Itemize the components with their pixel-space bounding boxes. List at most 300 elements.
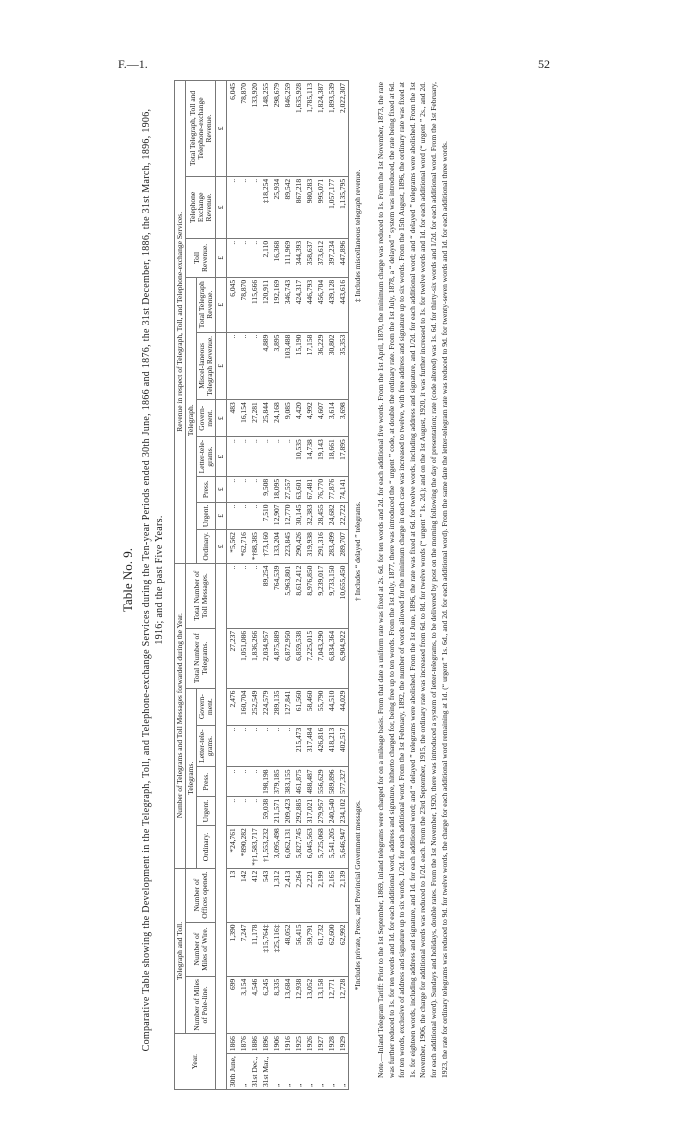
data-cell: 3,095,498 <box>271 826 282 869</box>
data-cell: ‡18,254 <box>260 176 271 238</box>
table-row <box>293 81 304 1090</box>
header-rev-ordinary: Ordinary. <box>197 530 216 563</box>
data-cell: 424,317 <box>293 277 304 332</box>
data-cell: .. <box>238 796 249 825</box>
data-cell: 15,190 <box>293 332 304 400</box>
year-cell: 1896 <box>260 1034 271 1054</box>
data-cell: 346,743 <box>282 277 293 332</box>
data-cell: 7,225,015 <box>304 628 315 688</box>
data-cell: .. <box>238 725 249 767</box>
year-cell: 1929 <box>337 1034 349 1054</box>
data-cell: 44,029 <box>337 688 349 725</box>
data-cell: 7,247 <box>238 922 249 976</box>
data-cell: 127,841 <box>282 688 293 725</box>
data-cell: 1,824,387 <box>315 81 326 177</box>
header-messages: Number of Telegrams and Toll Messages forwarded during the Year. <box>175 563 186 868</box>
data-cell: 3,895 <box>271 332 282 400</box>
header-offices: Number of Offices opened. <box>186 868 216 922</box>
data-cell: *5,562 <box>227 530 239 563</box>
data-cell: 111,969 <box>282 238 293 277</box>
data-cell: 1,312 <box>271 868 282 922</box>
data-cell: 13,052 <box>304 976 315 1033</box>
data-cell: .. <box>238 502 249 530</box>
data-cell: .. <box>249 725 260 767</box>
data-cell: 77,876 <box>326 476 337 502</box>
data-cell: *†88,385 <box>249 530 260 563</box>
data-cell: 8,335 <box>271 976 282 1033</box>
header-rev-government: Govern-ment. <box>197 400 216 437</box>
data-cell: 25,934 <box>271 176 282 238</box>
data-cell: .. <box>227 238 239 277</box>
data-cell: 30,145 <box>293 502 304 530</box>
data-cell: 133,204 <box>271 530 282 563</box>
data-cell: 3,614 <box>326 400 337 437</box>
data-cell: 76,770 <box>315 476 326 502</box>
data-cell: 4,875,889 <box>271 628 282 688</box>
table-number: Table No. 9. <box>120 547 135 613</box>
data-cell: 27,557 <box>282 476 293 502</box>
data-cell: 198,198 <box>260 767 271 796</box>
data-cell: 995,071 <box>315 176 326 238</box>
data-cell: 133,920 <box>249 81 260 177</box>
data-cell: 292,885 <box>293 796 304 825</box>
data-cell: 4,420 <box>293 400 304 437</box>
data-cell: 12,770 <box>282 502 293 530</box>
table-row <box>227 81 239 1090</box>
data-cell: .. <box>238 437 249 477</box>
data-cell: 120,911 <box>260 277 271 332</box>
data-cell: 10,535 <box>293 437 304 477</box>
header-pole-line: Number of Miles of Pole-line. <box>186 976 216 1033</box>
data-cell: .. <box>227 176 239 238</box>
data-cell: .. <box>227 437 239 477</box>
data-cell: 6,045 <box>227 277 239 332</box>
data-cell: 5,541,205 <box>326 826 337 869</box>
data-cell: .. <box>249 437 260 477</box>
pound-sign: £ <box>216 332 227 400</box>
data-cell: 74,141 <box>337 476 349 502</box>
data-cell: 4,607 <box>315 400 326 437</box>
header-exchange-revenue: Telephone Exchange Revenue. <box>186 176 216 238</box>
data-cell: 8,612,412 <box>293 563 304 628</box>
table-row <box>238 81 249 1090</box>
data-cell: 6,904,922 <box>337 628 349 688</box>
data-cell: 1,051,086 <box>238 628 249 688</box>
page-number: 52 <box>538 57 550 71</box>
data-cell: .. <box>238 238 249 277</box>
data-cell: 13 <box>227 868 239 922</box>
data-cell: 48,052 <box>282 922 293 976</box>
data-cell: 2,199 <box>315 868 326 922</box>
header-rev-total-telegraph: Total Telegraph Revenue. <box>197 277 216 332</box>
data-cell: .. <box>238 332 249 400</box>
table-row <box>315 81 326 1090</box>
data-cell: *†1,583,717 <box>249 826 260 869</box>
data-cell: 289,707 <box>337 530 349 563</box>
data-cell: .. <box>238 767 249 796</box>
data-cell: 867,218 <box>293 176 304 238</box>
data-cell: .. <box>238 176 249 238</box>
data-cell: 1,836,266 <box>249 628 260 688</box>
table-row <box>337 81 349 1090</box>
data-cell: 89,542 <box>282 176 293 238</box>
header-ordinary: Ordinary. <box>197 826 216 869</box>
header-revenue: Revenue in respect of Telegraph, Toll, and Telephone-exchange Services. <box>175 81 186 564</box>
year-cell: 1916 <box>282 1034 293 1054</box>
data-cell: *62,716 <box>238 530 249 563</box>
data-cell: 192,169 <box>271 277 282 332</box>
data-cell: 2,022,307 <box>337 81 349 177</box>
data-cell: 488,487 <box>304 767 315 796</box>
table-row <box>304 81 315 1090</box>
data-cell: ‡15,764‡ <box>260 922 271 976</box>
data-cell: 13,684 <box>282 976 293 1033</box>
year-cell: 1925 <box>293 1034 304 1054</box>
data-cell: 19,143 <box>315 437 326 477</box>
header-rev-press: Press. <box>197 476 216 502</box>
data-cell: 252,549 <box>249 688 260 725</box>
data-cell: 2,165 <box>326 868 337 922</box>
table-body <box>227 81 349 1090</box>
year-cell: 1928 <box>326 1034 337 1054</box>
header-government: Govern-ment. <box>197 688 216 725</box>
data-cell: 279,957 <box>315 796 326 825</box>
data-cell: 5,725,068 <box>315 826 326 869</box>
data-cell: 6,245 <box>260 976 271 1033</box>
year-cell: „ <box>315 1054 326 1090</box>
data-cell: 12,728 <box>337 976 349 1033</box>
data-cell: 589,896 <box>326 767 337 796</box>
data-cell: 439,128 <box>326 277 337 332</box>
data-cell: 22,722 <box>337 502 349 530</box>
data-cell: 291,316 <box>315 530 326 563</box>
pound-sign: £ <box>216 437 227 477</box>
data-cell: 12,771 <box>326 976 337 1033</box>
table-row <box>271 81 282 1090</box>
year-cell: 1926 <box>304 1034 315 1054</box>
header-rev-miscellaneous: Miscel-laneous Telegraph Revenue. <box>197 332 216 400</box>
data-cell: 58,460 <box>304 688 315 725</box>
tariff-note: Note.—Inland Telegram Tariff: Prior to the 1st September, 1869, inland telegrams were charged for on a mileage basis. From that date a uniform rate was fixed at 2s. 6d. for ten words and 2d. for each additional five words. From the 1st April, 1870, the minimum charge was reduced to 1s. From the 1st November, 1873, the rate was further reduced to 1s. for ten words and 1d. for each additional word, address and signature, hitherto charged for, being free up to ten words. From the 1st July, 1877, there was introduced the “ urgent ” code, at double the ordinary rate. From the 1st July, 1878, a “ delayed ” system was introduced, the rate being fixed at 6d. for ten words, exclusive of address and signature up to six words, 1/2d. for each additional word. From the 1st February, 1892, the number of words allowed for the minimum charge in each case was increased to twelve, with free address and signature up to six words. From the 15th August, 1896, the ordinary rate was fixed at 1s. for eighteen words, including address and signature, and 1d. for each additional word; and “ delayed ” telegrams were abolished. From the 1st June, 1896, the rate was fixed at 6d. for twelve words, including address and signature, and 1/2d. for each additional word; and “ delayed ” telegrams were abolished. From the 1st November, 1906, the charge for additional words was reduced to 1/2d. each. From the 23rd September, 1915, the ordinary rate was increased from 6d. to 8d. for twelve words (“ urgent ” 1s. 2d.); and on the 1st August, 1920, it was further increased to 1s. for twelve words and 1d. for each additional word (“ urgent ” 2s., and 2d. for each additional word). Sundays and holidays, double rates. From the 1st November, 1920, there was introduced a system of letter-telegrams, to be delivered by post on the morning following the day of presentation; rate (code altered) was 1s. 6d. for thirty-six words and 1/2d. for each additional word. From the 1st February, 1923, the rate for ordinary telegrams was reduced to 9d. for twelve words, the charge for each additional word remaining at 1d. (“ urgent ” 1s. 6d., and 2d. for each additional word). From the same date the letter-telegram rate was reduced to 9d. for twenty-seven words and 1d. for each additional three words. <box>376 82 449 1078</box>
data-cell: 223,845 <box>282 530 293 563</box>
year-cell: 1876 <box>238 1034 249 1054</box>
year-cell: „ <box>293 1054 304 1090</box>
table-row <box>326 81 337 1090</box>
data-cell: .. <box>271 437 282 477</box>
data-cell: 290,426 <box>293 530 304 563</box>
data-cell: 699 <box>227 976 239 1033</box>
data-cell: 3,154 <box>238 976 249 1033</box>
data-cell: 1,893,539 <box>326 81 337 177</box>
header-telegrams: Telegrams. <box>186 688 197 868</box>
header-toll-revenue: Toll Revenue. <box>186 238 216 277</box>
data-cell: 283,499 <box>326 530 337 563</box>
data-cell: 32,383 <box>304 502 315 530</box>
pound-sign: £ <box>216 502 227 530</box>
data-cell: 17,158 <box>304 332 315 400</box>
data-cell: 402,517 <box>337 725 349 767</box>
data-cell: 543 <box>260 868 271 922</box>
data-cell: 211,571 <box>271 796 282 825</box>
header-total-revenue: Total Telegraph, Toll and Telephone-exchange Revenue. <box>186 81 216 177</box>
header-year: Year. <box>175 1034 216 1090</box>
comparative-table <box>174 80 349 1090</box>
data-cell: 14,738 <box>304 437 315 477</box>
pound-sign: £ <box>216 238 227 277</box>
data-cell: 215,473 <box>293 725 304 767</box>
data-cell: 7,510 <box>260 502 271 530</box>
data-cell: .. <box>260 437 271 477</box>
data-cell: .. <box>271 725 282 767</box>
data-cell: 209,423 <box>282 796 293 825</box>
data-cell: .. <box>227 796 239 825</box>
data-cell: 9,733,150 <box>326 563 337 628</box>
pound-sign: £ <box>216 277 227 332</box>
data-cell: 6,872,950 <box>282 628 293 688</box>
header-total-toll: Total Number of Toll Messages. <box>186 563 216 628</box>
footnote: † Includes “ delayed ” telegrams. <box>353 501 362 602</box>
data-cell: 62,992 <box>337 922 349 976</box>
table-row <box>282 81 293 1090</box>
data-cell: 443,616 <box>337 277 349 332</box>
data-cell: 4,546 <box>249 976 260 1033</box>
data-cell: .. <box>249 176 260 238</box>
data-cell: 2,413 <box>282 868 293 922</box>
data-cell: 55,790 <box>315 688 326 725</box>
pound-sign: £ <box>216 476 227 502</box>
data-cell: 6,045 <box>227 81 239 177</box>
data-cell: 9,239,017 <box>315 563 326 628</box>
data-cell: 1,057,177 <box>326 176 337 238</box>
data-cell: 12,907 <box>271 502 282 530</box>
year-cell: 1866 <box>227 1034 239 1054</box>
data-cell: .. <box>249 563 260 628</box>
header-letter-telegrams: Letter-tele-grams. <box>197 725 216 767</box>
data-cell: 4,889 <box>260 332 271 400</box>
data-cell: .. <box>249 476 260 502</box>
data-cell: .. <box>227 767 239 796</box>
data-cell: .. <box>227 476 239 502</box>
data-cell: 556,629 <box>315 767 326 796</box>
year-cell: 1927 <box>315 1034 326 1054</box>
data-cell: 483 <box>227 400 239 437</box>
data-cell: 67,481 <box>304 476 315 502</box>
data-cell: 13,158 <box>315 976 326 1033</box>
rotated-table-panel <box>120 70 580 1090</box>
data-cell: 148,255 <box>260 81 271 177</box>
data-cell: 344,393 <box>293 238 304 277</box>
data-cell: 17,895 <box>337 437 349 477</box>
data-cell: 16,368 <box>271 238 282 277</box>
data-cell: 447,896 <box>337 238 349 277</box>
data-cell: 24,682 <box>326 502 337 530</box>
data-cell: 62,600 <box>326 922 337 976</box>
data-cell: 8,976,850 <box>304 563 315 628</box>
data-cell: 27,237 <box>227 628 239 688</box>
data-cell: 379,185 <box>271 767 282 796</box>
data-cell: 25,844 <box>260 400 271 437</box>
year-cell: „ <box>337 1054 349 1090</box>
data-cell: 89,254 <box>260 563 271 628</box>
data-cell: 234,102 <box>337 796 349 825</box>
data-cell: 10,655,450 <box>337 563 349 628</box>
header-rev-letter-telegrams: Letter-tele-grams. <box>197 437 216 477</box>
data-cell: 61,560 <box>293 688 304 725</box>
data-cell: 289,135 <box>271 688 282 725</box>
year-cell: 1906 <box>271 1034 282 1054</box>
data-cell: 418,213 <box>326 725 337 767</box>
data-cell: 461,875 <box>293 767 304 796</box>
data-cell: 1,785,113 <box>304 81 315 177</box>
data-cell: 317,484 <box>304 725 315 767</box>
data-cell: 846,259 <box>282 81 293 177</box>
data-cell: .. <box>227 332 239 400</box>
header-rev-urgent: Urgent. <box>197 502 216 530</box>
data-cell: 240,540 <box>326 796 337 825</box>
data-cell: 373,612 <box>315 238 326 277</box>
data-cell: 1,135,795 <box>337 176 349 238</box>
data-cell: .. <box>238 476 249 502</box>
data-cell: †1,553,232 <box>260 826 271 869</box>
data-cell: 5,827,745 <box>293 826 304 869</box>
data-cell: 6,834,364 <box>326 628 337 688</box>
data-cell: 4,992 <box>304 400 315 437</box>
data-cell: 2,110 <box>260 238 271 277</box>
data-cell: 103,488 <box>282 332 293 400</box>
year-cell: 31st Mar., <box>260 1054 271 1090</box>
year-cell: „ <box>304 1054 315 1090</box>
data-cell: 59,038 <box>260 796 271 825</box>
footnote: ‡ Includes miscellaneous telegraph revenue. <box>353 169 362 303</box>
table-row <box>260 81 271 1090</box>
data-cell: 3,698 <box>337 400 349 437</box>
pound-sign: £ <box>216 400 227 437</box>
data-cell: 2,264 <box>293 868 304 922</box>
header-telegraph-revenue: Telegraph. <box>186 277 197 563</box>
data-cell: .. <box>260 725 271 767</box>
data-cell: 426,816 <box>315 725 326 767</box>
data-cell: 11,178 <box>249 922 260 976</box>
data-cell: 1,390 <box>227 922 239 976</box>
data-cell: 456,704 <box>315 277 326 332</box>
data-cell: .. <box>227 502 239 530</box>
data-cell: 28,455 <box>315 502 326 530</box>
year-cell: 31st Dec., <box>249 1054 260 1090</box>
data-cell: 61,732 <box>315 922 326 976</box>
data-cell: 2,034,957 <box>260 628 271 688</box>
data-cell: 5,646,947 <box>337 826 349 869</box>
data-cell: .. <box>238 563 249 628</box>
pound-sign: £ <box>216 530 227 563</box>
pound-sign: £ <box>216 176 227 238</box>
table-title: Comparative Table showing the Development in the Telegraph, Toll, and Telephone-exchange Services during the Ten-year Periods ended 30th June, 1866 and 1876, the 31st December, 1886, the 31st March, 1896, 1906, 1916; and the past Five Years. <box>141 108 165 1052</box>
data-cell: 1,635,928 <box>293 81 304 177</box>
data-cell: 5,963,801 <box>282 563 293 628</box>
data-cell: 27,281 <box>249 400 260 437</box>
footnotes <box>353 70 362 1090</box>
data-cell: 319,938 <box>304 530 315 563</box>
data-cell: 24,168 <box>271 400 282 437</box>
data-cell: 12,938 <box>293 976 304 1033</box>
data-cell: .. <box>227 563 239 628</box>
data-cell: .. <box>227 725 239 767</box>
data-cell: 6,062,131 <box>282 826 293 869</box>
data-cell: 383,155 <box>282 767 293 796</box>
year-cell: 1886 <box>249 1034 260 1054</box>
page-header <box>0 0 700 80</box>
data-cell: 6,859,538 <box>293 628 304 688</box>
data-cell: 56,415 <box>293 922 304 976</box>
data-cell: 764,539 <box>271 563 282 628</box>
data-cell: 224,579 <box>260 688 271 725</box>
data-cell: 16,154 <box>238 400 249 437</box>
data-cell: 142 <box>238 868 249 922</box>
data-cell: .. <box>249 238 260 277</box>
data-cell: 30,802 <box>326 332 337 400</box>
data-cell: .. <box>249 332 260 400</box>
data-cell: .. <box>249 502 260 530</box>
header-urgent: Urgent. <box>197 796 216 825</box>
pound-sign: £ <box>216 81 227 177</box>
data-cell: 446,793 <box>304 277 315 332</box>
year-cell: „ <box>238 1054 249 1090</box>
data-cell: .. <box>282 437 293 477</box>
data-cell: 358,637 <box>304 238 315 277</box>
data-cell: .. <box>249 767 260 796</box>
year-cell: „ <box>282 1054 293 1090</box>
data-cell: 9,085 <box>282 400 293 437</box>
data-cell: *24,761 <box>227 826 239 869</box>
header-total-telegrams: Total Number of Telegrams. <box>186 628 216 688</box>
data-cell: 2,221 <box>304 868 315 922</box>
footnote: *Includes private, Press, and Provincial Government messages. <box>353 800 362 991</box>
data-cell: 577,327 <box>337 767 349 796</box>
year-cell: 30th June, <box>227 1054 239 1090</box>
year-cell: „ <box>271 1054 282 1090</box>
data-cell: 59,791 <box>304 922 315 976</box>
data-cell: 78,870 <box>238 81 249 177</box>
header-wire: Number of Miles of Wire. <box>186 922 216 976</box>
data-cell: 2,476 <box>227 688 239 725</box>
data-cell: .. <box>282 725 293 767</box>
header-press: Press. <box>197 767 216 796</box>
data-cell: 63,601 <box>293 476 304 502</box>
header-telegraph-and-toll: Telegraph and Toll. <box>175 868 186 1033</box>
data-cell: 317,021 <box>304 796 315 825</box>
data-cell: 18,661 <box>326 437 337 477</box>
data-cell: 35,353 <box>337 332 349 400</box>
data-cell: 980,283 <box>304 176 315 238</box>
data-cell: 2,139 <box>337 868 349 922</box>
data-cell: ‡25,116‡ <box>271 922 282 976</box>
data-cell: 44,510 <box>326 688 337 725</box>
data-cell: †73,160 <box>260 530 271 563</box>
data-cell: 412 <box>249 868 260 922</box>
data-cell: 78,870 <box>238 277 249 332</box>
data-cell: 9,508 <box>260 476 271 502</box>
data-cell: 7,043,290 <box>315 628 326 688</box>
data-cell: 298,679 <box>271 81 282 177</box>
data-cell: 6,045,563 <box>304 826 315 869</box>
data-cell: 18,095 <box>271 476 282 502</box>
data-cell: 36,229 <box>315 332 326 400</box>
data-cell: .. <box>249 796 260 825</box>
table-row <box>249 81 260 1090</box>
data-cell: 397,234 <box>326 238 337 277</box>
year-cell: „ <box>326 1054 337 1090</box>
data-cell: *890,282 <box>238 826 249 869</box>
page-reference: F.—1. <box>118 57 148 71</box>
